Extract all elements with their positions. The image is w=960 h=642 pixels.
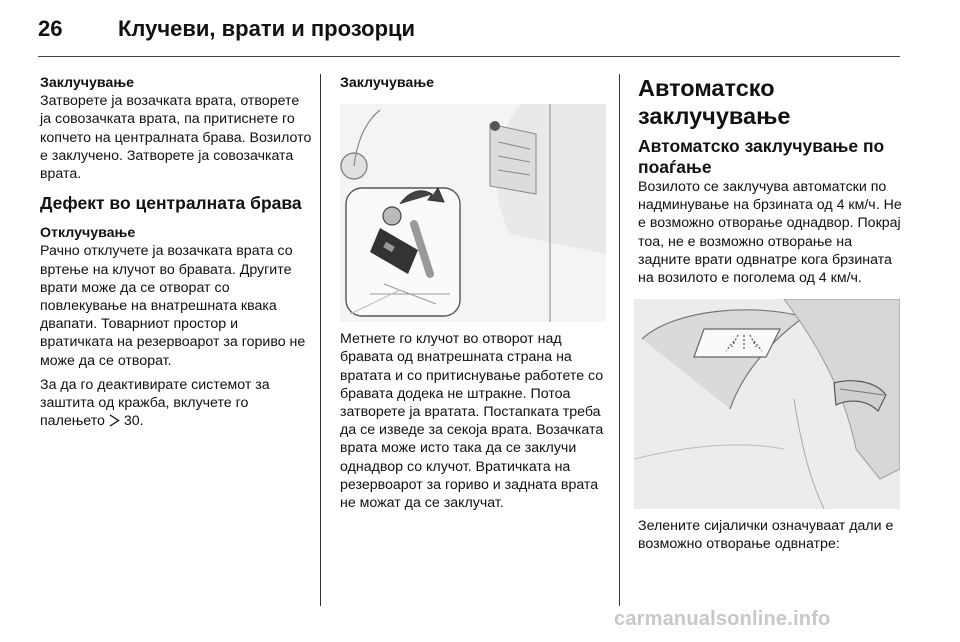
key-in-door-lock-illustration [340, 104, 606, 322]
locking-heading: Заклучување [40, 75, 135, 91]
page-number: 26 [38, 16, 63, 41]
locking-instructions: Метнете го клучот во отворот над бравата од внатрешната страна на вратата и со притиснување работете со бравата додека не штракне. Потоа затворете ја вратата. Постапката треба да се изведе за секоја врата. Возачката врата може исто така да се заклучи однадвор со клучот. Вратичката на резервоарот за гориво и задната врата не можат да се заклучат. [340, 331, 604, 512]
column-1 [40, 74, 312, 432]
interior-door-handle-illustration [634, 299, 900, 509]
anti-theft-text: За да го деактивирате системот за заштита од кражба, вклучете го палењето [40, 376, 270, 430]
column-2 [340, 74, 604, 512]
locking-heading-2: Заклучување [340, 75, 435, 91]
unlocking-paragraph: Рачно отклучете ја возачката врата со вртење на клучот во бравата. Другите врати може да се отворат со повлекување на внатрешната квака двапати. Товарниот простор и вратичката на резервоарот за гориво не може да се отворат. [40, 243, 306, 369]
auto-lock-after-departure-heading: Автоматско заклучување по поаѓање [638, 136, 885, 177]
chapter-title: Клучеви, врати и прозорци [118, 16, 416, 41]
central-lock-fault-heading: Дефект во централната брава [40, 193, 302, 214]
anti-theft-paragraph [40, 376, 312, 433]
indicator-caption: Зелените сијалички означуваат дали е возможно отворање одвнатре: [638, 518, 894, 553]
page-reference-link[interactable]: 30. [123, 413, 144, 430]
page-reference-arrow-icon[interactable] [109, 414, 120, 432]
locking-paragraph: Затворете ја возачката врата, отворете ја совозачката врата, па притиснете го копчето на централната брава. Возилото е заклучено. Затворете ја совозачката врата. [40, 93, 312, 183]
column-divider-1 [320, 74, 321, 606]
header-divider [38, 56, 900, 57]
unlocking-heading: Отклучување [40, 225, 136, 242]
watermark: carmanualsonline.info [614, 608, 831, 630]
column-divider-2 [619, 74, 620, 606]
column-3 [638, 74, 904, 554]
automatic-locking-heading: Автоматско заклучување [638, 75, 791, 129]
auto-lock-paragraph: Возилото се заклучува автоматски по надминување на брзината од 4 км/ч. Не е возможно отворање однадвор. Покрај тоа, не е возможно отворање на задните врати одвнатре кога брзината на возилото е поголема од 4 км/ч. [638, 179, 902, 287]
